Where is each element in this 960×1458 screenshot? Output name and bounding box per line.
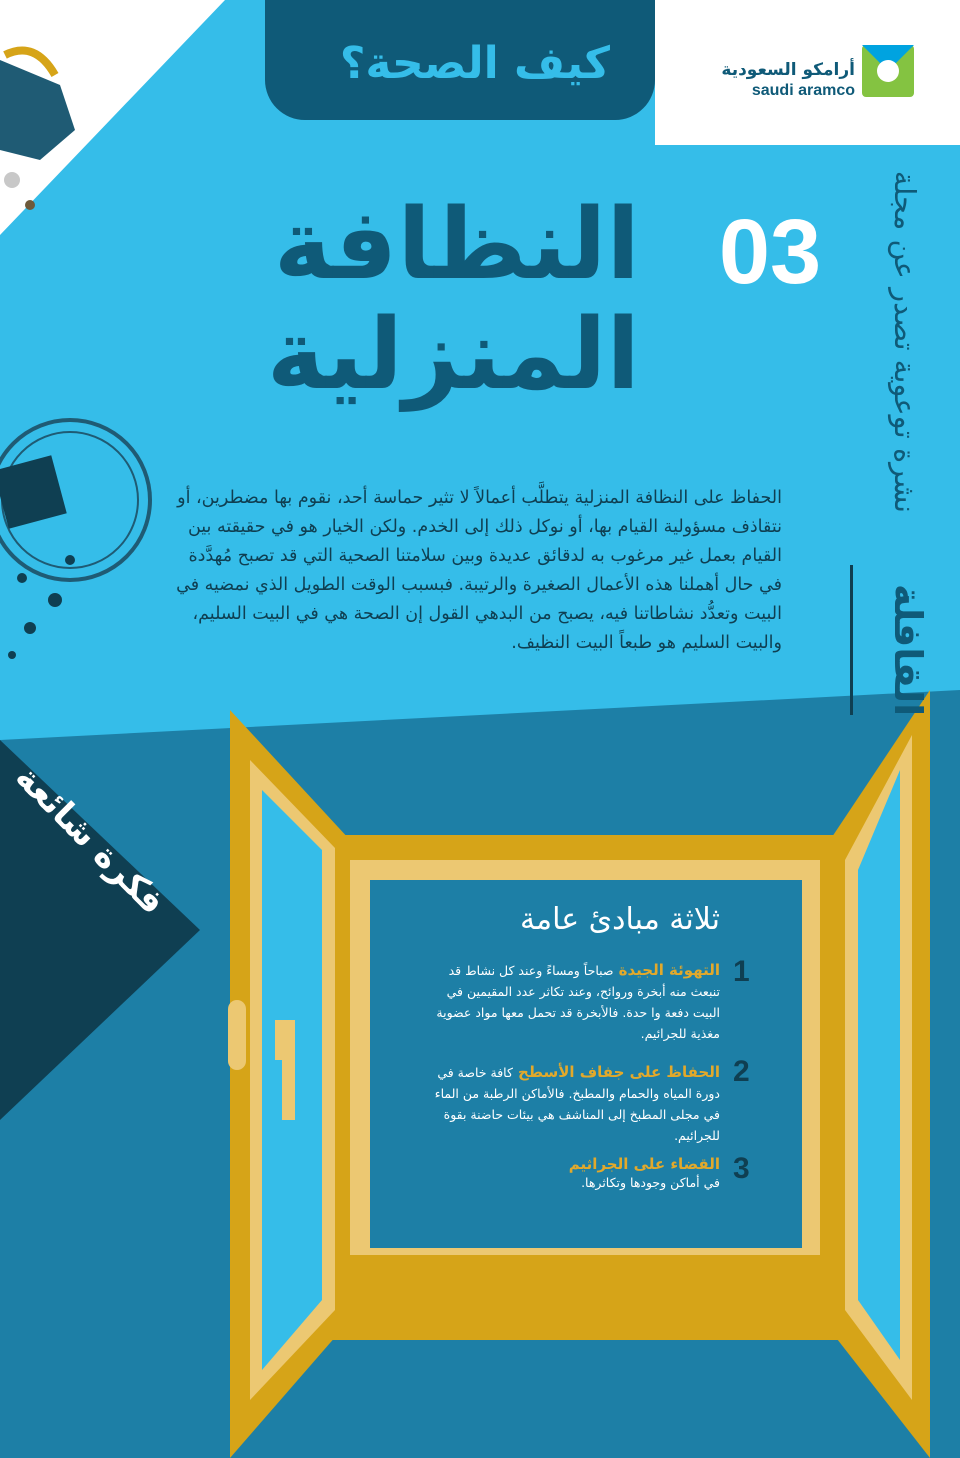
principle-2 xyxy=(420,1062,720,1146)
issue-number: 03 xyxy=(718,201,822,303)
side-label: فكرة شائعة xyxy=(7,757,173,923)
intro-paragraph: الحفاظ على النظافة المنزلية يتطلَّب أعمالاً لا تثير حماسة أحد، نقوم بها مضطرين، أو نتقاذف مسؤولية القيام بها، أو نوكل ذلك إلى الخدم. ولكن الخيار هو في حقيقته بين القيام بعمل غير مرغوب به لدقائق عديدة وبين سلامتنا الصحية التي قد تصبح مُهدَّدة في حال أهملنا هذه الأعمال الصغيرة والرتيبة. فبسبب الوقت الطويل الذي نمضيه في البيت وتعدُّد نشاطاتنا فيه، يصبح من البدهي القول إن الصحة هي في البيت السليم، والبيت السليم هو طبعاً البيت النظيف. xyxy=(176,488,782,653)
principle-1-text: صباحاً ومساءً وعند كل نشاط قد تنبعث منه أبخرة وروائح، وعند تكاثر عدد المقيمين في البيت دفعة وا حدة. فالأبخرة قد تحمل معها مواد عضوية مغذية للجرائيم. xyxy=(436,963,720,1041)
page-title-line2: المنزلية xyxy=(266,298,640,412)
brand-name: القافلة xyxy=(886,583,930,717)
principle-3-heading: القضاء على الجراثيم xyxy=(568,1155,720,1173)
page-title-line1: النظافة xyxy=(273,188,640,302)
principle-1 xyxy=(420,960,720,1044)
principle-2-number: 2 xyxy=(733,1055,750,1088)
vertical-subtitle: نشرة توعوية تصدر عن مجلة xyxy=(888,170,922,514)
sponge-illustration xyxy=(0,420,150,659)
header-title: كيف الصحة؟ xyxy=(339,38,610,89)
principle-1-heading: التهوئة الجيدة xyxy=(618,961,720,979)
principle-3-text: في أماكن وجودها وتكاثرها. xyxy=(581,1175,720,1190)
logo-arabic-text: أرامكو السعودية xyxy=(721,60,855,80)
principle-2-text: كافة خاصة في دورة المياه والحمام والمطبخ. فالأماكن الرطبة من الماء في مجلى المطبخ إلى المناشف هي بيئات حاضنة بقوة للجرائيم. xyxy=(434,1065,720,1143)
principle-1-number: 1 xyxy=(733,955,750,988)
logo-english-text: saudi aramco xyxy=(751,82,855,99)
principle-2-heading: الحفاظ على جفاف الأسطح xyxy=(518,1063,720,1081)
brand-divider xyxy=(850,565,853,715)
principle-3 xyxy=(420,1155,720,1193)
principles-title: ثلاثة مبادئ عامة xyxy=(519,902,720,937)
principle-3-number: 3 xyxy=(733,1152,750,1185)
